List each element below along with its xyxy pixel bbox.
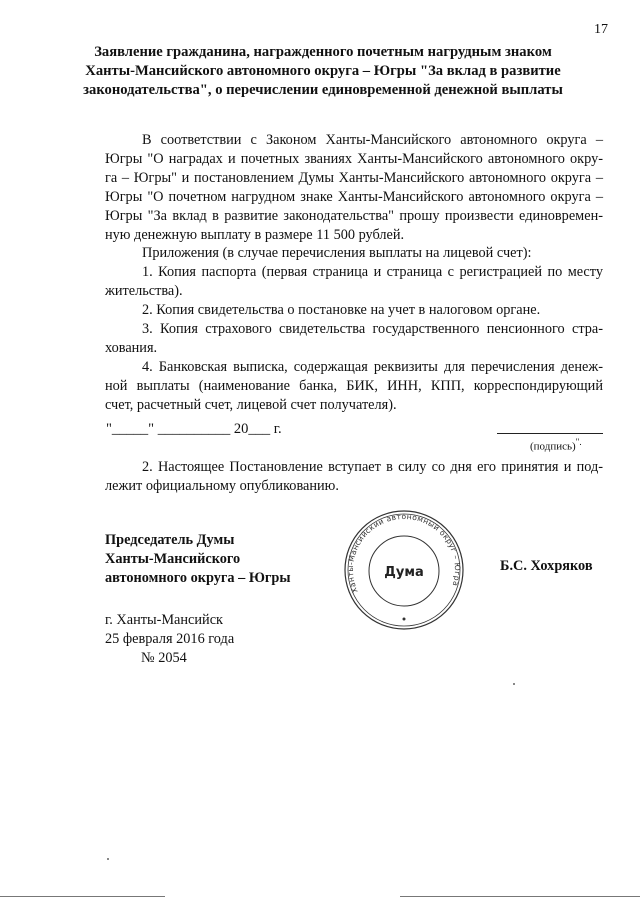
date: 25 февраля 2016 года <box>105 631 235 647</box>
signature-label <box>530 437 582 453</box>
scan-bottom-line <box>0 896 165 897</box>
application-paragraph <box>105 131 603 245</box>
city: г. Ханты-Мансийск <box>105 612 223 628</box>
text-line: 2. Настоящее Постановление вступает в силу со дня его принятия и под- <box>142 459 603 475</box>
clause-2 <box>105 458 603 496</box>
attachment-item: счет, расчетный счет, лицевой счет получателя). <box>105 397 397 413</box>
official-stamp <box>334 510 474 630</box>
text-line: лежит официальному опубликованию. <box>105 478 339 494</box>
signature-label-text: (подпись) <box>530 440 576 453</box>
stamp-ring-text: Ханты-Мансийский автономный округ – Югра <box>345 511 463 595</box>
place-and-date <box>105 611 234 668</box>
attachments-intro: Приложения (в случае перечисления выплаты на лицевой счет): <box>142 245 532 261</box>
signatory-position <box>105 531 291 588</box>
attachment-item: ной выплаты (наименование банка, БИК, ИНН, КПП, корреспондирующий <box>105 378 603 394</box>
title-line: законодательства", о перечислении единовременной денежной выплаты <box>83 82 563 98</box>
title-line: Ханты-Мансийского автономного округа – Югры "За вклад в развитие <box>85 63 561 79</box>
attachment-item: 1. Копия паспорта (первая страница и страница с регистрацией по месту <box>142 264 603 280</box>
text-line: Югры "О почетном нагрудном знаке Ханты-Мансийского автономного округа – <box>105 189 603 205</box>
text-line: га – Югры" и постановлением Думы Ханты-Мансийского автономного округа – <box>105 170 603 186</box>
text-line: Югры "О наградах и почетных званиях Ханты-Мансийского автономного окру- <box>105 151 603 167</box>
position-line: Председатель Думы <box>105 532 235 548</box>
title-line: Заявление гражданина, награжденного почетным нагрудным знаком <box>94 44 552 60</box>
text-line: В соответствии с Законом Ханты-Мансийского автономного округа – <box>142 132 603 148</box>
page-number: 17 <box>594 22 608 37</box>
document-number: № 2054 <box>141 650 187 666</box>
date-line: "_____" __________ 20___ г. <box>106 421 282 437</box>
attachment-item: 2. Копия свидетельства о постановке на учет в налоговом органе. <box>142 302 541 318</box>
stamp-star <box>403 618 406 621</box>
signatory-name: Б.С. Хохряков <box>500 558 593 574</box>
document-title <box>70 43 576 100</box>
attachment-item: хования. <box>105 340 158 356</box>
scan-bottom-line <box>400 896 640 897</box>
position-line: Ханты-Мансийского <box>105 551 241 567</box>
attachment-item: 4. Банковская выписка, содержащая реквизиты для перечисления денеж- <box>142 359 603 375</box>
position-line: автономного округа – Югры <box>105 570 291 586</box>
scan-mark <box>107 858 109 860</box>
text-line: ную денежную выплату в размере 11 500 рублей. <box>105 227 405 243</box>
scan-mark <box>513 683 515 685</box>
text-line: Югры "За вклад в развитие законодательства" прошу произвести единовремен- <box>105 208 603 224</box>
attachments-list <box>105 244 603 415</box>
attachment-item: жительства). <box>105 283 183 299</box>
signature-line <box>497 433 603 434</box>
stamp-center-text: Дума <box>384 565 424 580</box>
signature-suffix: ". <box>575 437 582 447</box>
attachment-item: 3. Копия страхового свидетельства государственного пенсионного стра- <box>142 321 603 337</box>
